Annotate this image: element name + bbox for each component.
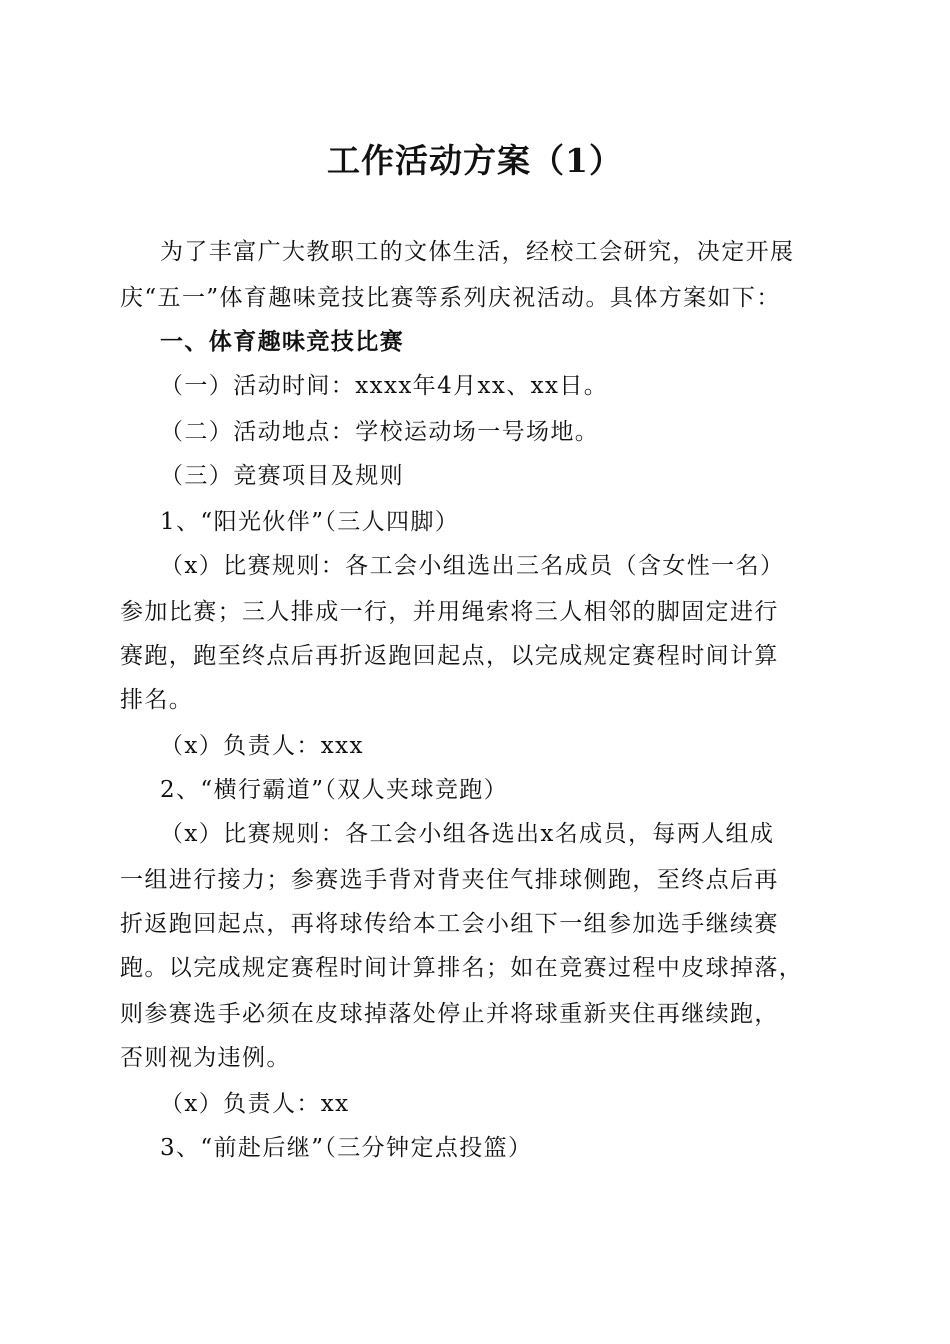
event-1-owner: （x）负责人：xxx — [160, 733, 364, 759]
event-1-rules-line-1: （x）比赛规则：各工会小组选出三名成员（含女性一名） — [160, 553, 785, 579]
event-2-title: 2、“横行霸道”（双人夹球竞跑） — [160, 777, 509, 803]
event-2-rules-line-1: （x）比赛规则：各工会小组各选出x名成员，每两人组成 — [160, 821, 775, 847]
document-title: 工作活动方案（1） — [327, 141, 623, 180]
event-1-rules-line-4: 排名。 — [120, 687, 194, 713]
activity-time: （一）活动时间：xxxx年4月xx、xx日。 — [160, 373, 609, 399]
event-1-rules-line-2: 参加比赛；三人排成一行，并用绳索将三人相邻的脚固定进行 — [120, 599, 779, 625]
section-heading-1: 一、体育趣味竞技比赛 — [160, 329, 404, 355]
paragraph-intro-line-2: 庆“五一”体育趣味竞技比赛等系列庆祝活动。具体方案如下： — [120, 285, 781, 311]
event-2-rules-line-5: 则参赛选手必须在皮球掉落处停止并将球重新夹住再继续跑， — [120, 1001, 779, 1027]
event-2-rules-line-2: 一组进行接力；参赛选手背对背夹住气排球侧跑，至终点后再 — [120, 867, 779, 893]
event-2-rules-line-4: 跑。以完成规定赛程时间计算排名；如在竞赛过程中皮球掉落， — [120, 955, 804, 981]
event-1-rules-line-3: 赛跑，跑至终点后再折返跑回起点，以完成规定赛程时间计算 — [120, 643, 779, 669]
event-2-rules-line-6: 否则视为违例。 — [120, 1045, 291, 1071]
paragraph-intro-line-1: 为了丰富广大教职工的文体生活，经校工会研究，决定开展 — [160, 239, 795, 265]
subheading-events-rules: （三）竞赛项目及规则 — [160, 463, 404, 489]
event-1-title: 1、“阳光伙伴”（三人四脚） — [160, 509, 460, 535]
event-2-owner: （x）负责人：xx — [160, 1091, 350, 1117]
activity-location: （二）活动地点：学校运动场一号场地。 — [160, 419, 600, 445]
event-3-title: 3、“前赴后继”（三分钟定点投篮） — [160, 1135, 533, 1161]
event-2-rules-line-3: 折返跑回起点，再将球传给本工会小组下一组参加选手继续赛 — [120, 911, 779, 937]
